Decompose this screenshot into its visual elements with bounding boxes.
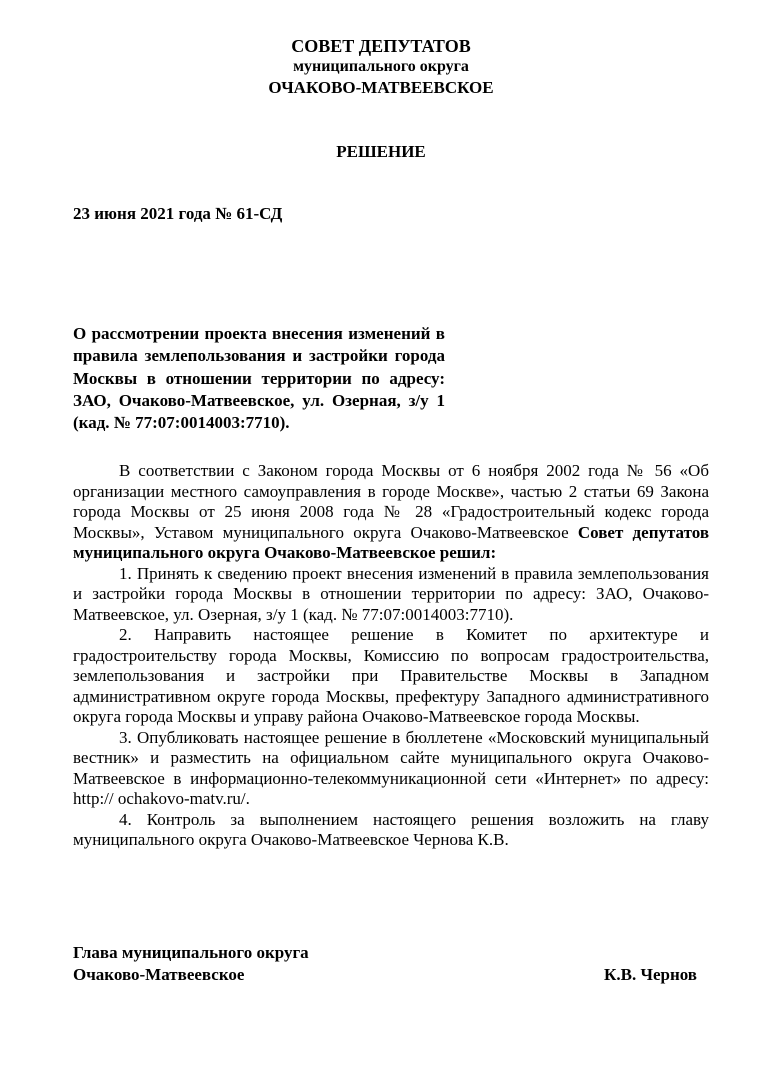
decision-item-1: 1. Принять к сведению проект внесения изменений в правила землепользования и застройки города Москвы в отношении территории по адресу: ЗАО, Очаково-Матвеевское, ул. Озерная, з/у 1 (кад. № 77:07:0014003:7710). — [73, 563, 709, 624]
decision-body — [73, 461, 709, 851]
council-subtitle: муниципального округа — [293, 58, 469, 75]
decision-item-3: 3. Опубликовать настоящее решение в бюллетене «Московский муниципальный вестник» и разместить на официальном сайте муниципального округа Очаково-Матвеевское в информационно-телекоммуникационной сети «Интернет» по адресу: http:// ochakovo-matv.ru/. — [73, 727, 709, 808]
signatory-position-line2: Очаково-Матвеевское — [73, 965, 245, 984]
preamble-resolution: Совет депутатов муниципального округа Очаково-Матвеевское решил: — [73, 522, 709, 562]
signature-block — [73, 942, 697, 986]
signature-row — [73, 964, 697, 986]
document-title: РЕШЕНИЕ — [336, 142, 426, 161]
council-name: СОВЕТ ДЕПУТАТОВ — [291, 36, 471, 56]
signatory-position-line1: Глава муниципального округа — [73, 943, 309, 962]
decision-item-2: 2. Направить настоящее решение в Комитет по архитектуре и градостроительству города Москвы, Комиссию по вопросам градостроительства, землепользования и застройки при Правительстве Москвы в Западном административном округе города Москвы, префектуру Западного административного округа города Москвы и управу района Очаково-Матвеевское города Москвы. — [73, 625, 709, 726]
district-name: ОЧАКОВО-МАТВЕЕВСКОЕ — [268, 78, 494, 97]
preamble-text: В соответствии с Законом города Москвы от 6 ноября 2002 года № 56 «Об организации местного самоуправления в городе Москве», частью 2 статьи 69 Закона города Москвы от 25 июня 2008 года № 28 «Градостроительный кодекс города Москвы», Уставом муниципального округа Очаково-Матвеевское — [73, 461, 709, 542]
preamble-paragraph — [73, 461, 709, 564]
decision-date-number: 23 июня 2021 года № 61-СД — [73, 204, 283, 223]
decision-item-4: 4. Контроль за выполнением настоящего решения возложить на главу муниципального округа Очаково-Матвеевское Чернова К.В. — [73, 809, 709, 849]
signatory-name: К.В. Чернов — [604, 965, 697, 984]
decision-subject: О рассмотрении проекта внесения изменений в правила землепользования и застройки города Москвы в отношении территории по адресу: ЗАО, Очаково-Матвеевское, ул. Озерная, з/у 1 (кад. № 77:07:0014003:7710). — [73, 324, 445, 433]
